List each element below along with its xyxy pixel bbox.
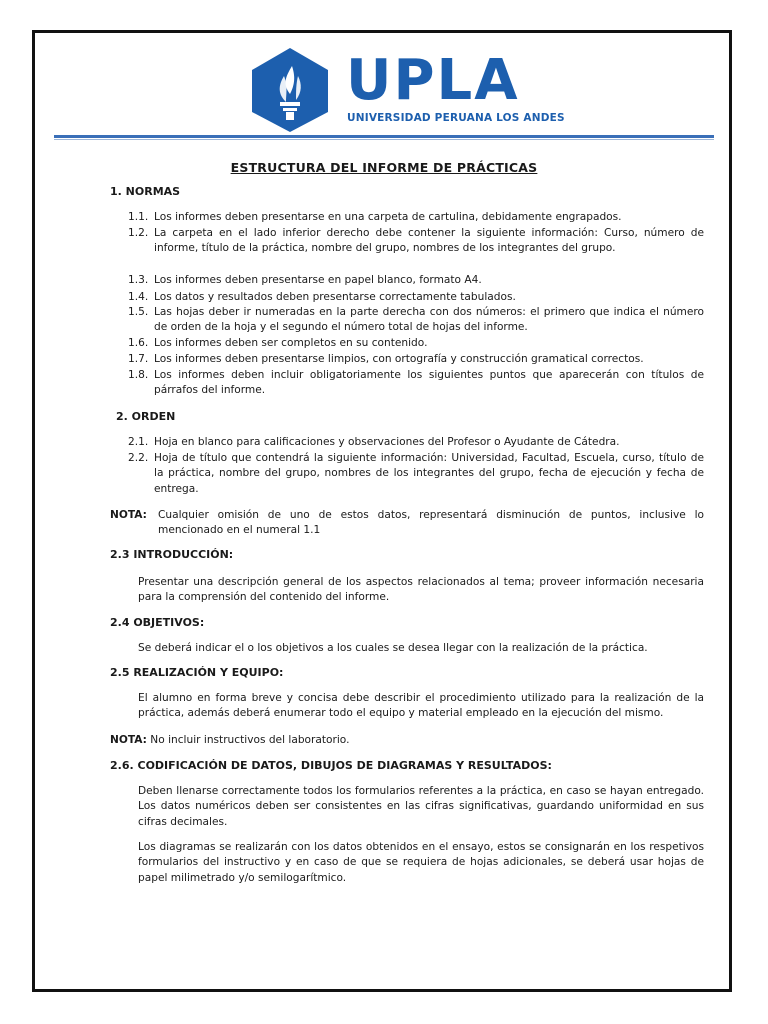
- item-text: Los informes deben presentarse en una carpeta de cartulina, debidamente engrapados.: [154, 211, 622, 223]
- codificacion-paragraph-1: Deben llenarse correctamente todos los formularios referentes a la práctica, en caso se hayan entregado. Los datos numéricos deben ser consistentes en las cifras significativas, guardando uniformidad en sus cifras decimales.: [138, 785, 704, 828]
- realizacion-text: El alumno en forma breve y concisa debe describir el procedimiento utilizado para la realización de la práctica, además deberá enumerar todo el equipo y material empleado en la ejecución del mismo.: [138, 692, 704, 720]
- item-number: 1.3.: [128, 274, 149, 286]
- torch-emblem-icon: [246, 46, 334, 134]
- item-number: 1.2.: [128, 227, 149, 239]
- header-rule-thin: [54, 139, 714, 140]
- list-item: [128, 435, 704, 450]
- nota-label: NOTA:: [110, 734, 147, 746]
- section-heading-introduccion: 2.3 INTRODUCCIÓN:: [110, 548, 234, 561]
- nota-label: NOTA:: [110, 509, 147, 521]
- item-number: 2.2.: [128, 452, 149, 464]
- item-number: 1.1.: [128, 211, 149, 223]
- item-number: 2.1.: [128, 436, 149, 448]
- upla-logo: [246, 46, 565, 134]
- section-heading-orden: 2. ORDEN: [116, 410, 176, 423]
- nota-text: No incluir instructivos del laboratorio.: [150, 734, 350, 746]
- objetivos-text: Se deberá indicar el o los objetivos a los cuales se desea llegar con la realización de la práctica.: [138, 642, 648, 654]
- item-number: 1.8.: [128, 369, 149, 381]
- item-text: Los informes deben ser completos en su contenido.: [154, 337, 428, 349]
- list-item: [128, 273, 704, 288]
- item-text: Hoja de título que contendrá la siguiente información: Universidad, Facultad, Escuela, curso, título de la práctica, nombre del grupo, nombres de los integrantes del grupo, fecha de ejecución y fecha de entrega.: [154, 452, 704, 495]
- item-text: La carpeta en el lado inferior derecho debe contener la siguiente información: Curso, número de informe, título de la práctica, nombre del grupo, nombres de los integrantes del grupo.: [154, 227, 704, 255]
- nota-orden: [110, 508, 704, 539]
- item-number: 1.6.: [128, 337, 149, 349]
- item-text: Los informes deben incluir obligatoriamente los siguientes puntos que aparecerán con títulos de párrafos del informe.: [154, 369, 704, 397]
- item-number: 1.4.: [128, 291, 149, 303]
- list-item: [128, 336, 704, 351]
- item-number: 1.5.: [128, 306, 149, 318]
- brand-subtitle: UNIVERSIDAD PERUANA LOS ANDES: [347, 112, 565, 124]
- list-item: [128, 368, 704, 399]
- item-text: Las hojas deber ir numeradas en la parte derecha con dos números: el primero que indica el número de orden de la hoja y el segundo el número total de hojas del informe.: [154, 306, 704, 334]
- nota-realizacion: [110, 733, 349, 748]
- section-heading-normas: 1. NORMAS: [110, 185, 181, 198]
- document-title: ESTRUCTURA DEL INFORME DE PRÁCTICAS: [230, 160, 538, 175]
- codificacion-paragraph-2: Los diagramas se realizarán con los datos obtenidos en el ensayo, estos se consignarán en los respetivos formularios del instructivo y en caso de que se requiera de hojas adicionales, se deberá usar hojas de papel milimetrado y/o semilogarítmico.: [138, 841, 704, 884]
- item-text: Hoja en blanco para calificaciones y observaciones del Profesor o Ayudante de Cátedra.: [154, 436, 620, 448]
- list-item: [128, 210, 704, 225]
- section-heading-realizacion: 2.5 REALIZACIÓN Y EQUIPO:: [110, 666, 284, 679]
- item-text: Los datos y resultados deben presentarse correctamente tabulados.: [154, 291, 516, 303]
- list-item: [128, 290, 704, 305]
- section-heading-objetivos: 2.4 OBJETIVOS:: [110, 616, 205, 629]
- section-heading-codificacion: 2.6. CODIFICACIÓN DE DATOS, DIBUJOS DE DIAGRAMAS Y RESULTADOS:: [110, 759, 552, 772]
- item-number: 1.7.: [128, 353, 149, 365]
- introduccion-text: Presentar una descripción general de los aspectos relacionados al tema; proveer información necesaria para la comprensión del contenido del informe.: [138, 576, 704, 604]
- list-item: [128, 305, 704, 336]
- list-item: [128, 352, 704, 367]
- brand-name: UPLA: [346, 48, 520, 113]
- item-text: Los informes deben presentarse en papel blanco, formato A4.: [154, 274, 482, 286]
- list-item: [128, 451, 704, 497]
- header-rule: [54, 135, 714, 138]
- list-item: [128, 226, 704, 257]
- nota-text: Cualquier omisión de uno de estos datos, representará disminución de puntos, inclusive lo mencionado en el numeral 1.1: [158, 509, 704, 537]
- item-text: Los informes deben presentarse limpios, con ortografía y construcción gramatical correctos.: [154, 353, 644, 365]
